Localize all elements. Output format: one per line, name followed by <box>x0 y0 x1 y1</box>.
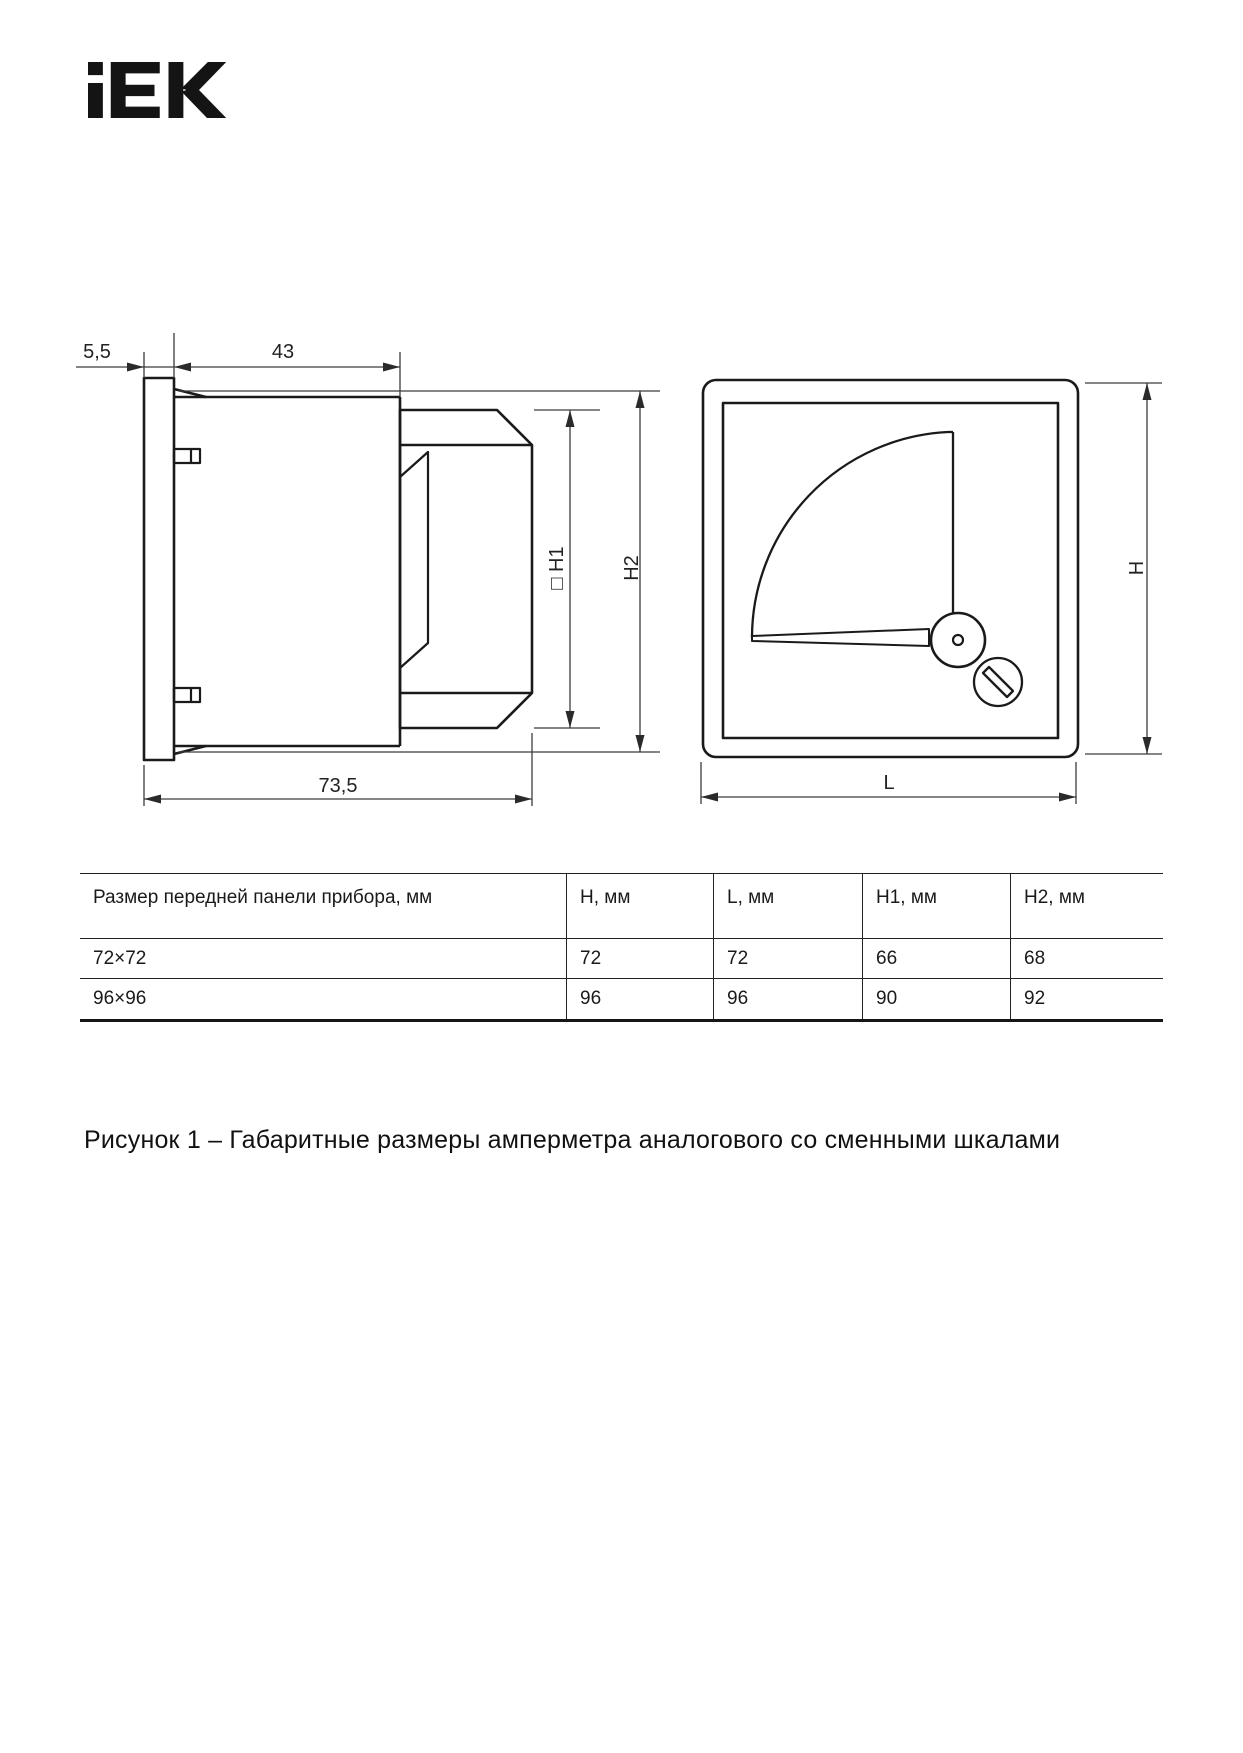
front-bezel <box>703 380 1078 757</box>
table-header-h: H, мм <box>566 874 713 939</box>
table-row-96-label: 96×96 <box>93 988 147 1009</box>
logo-k-lower-arm <box>182 87 227 119</box>
dim-label-height: H <box>1126 560 1148 576</box>
logo-k-upper-arm <box>182 62 227 94</box>
dimension-drawing <box>0 0 1243 870</box>
logo-k-stem <box>169 62 184 118</box>
logo-i-dot <box>88 62 103 75</box>
side-view-drawing <box>144 378 532 760</box>
table-header-panel-size: Размер передней панели прибора, мм <box>80 874 566 939</box>
logo-e-stem <box>111 62 126 118</box>
logo-i-bar <box>88 83 103 118</box>
zero-adjust-screw <box>974 658 1022 706</box>
scale-plate <box>752 432 953 638</box>
side-body <box>174 389 400 754</box>
logo-e-bottom <box>124 107 160 118</box>
side-rear-hump <box>400 452 428 668</box>
table-row-72-l: 72 <box>713 939 862 979</box>
table-row-96-l: 96 <box>713 979 862 1019</box>
table-row-72-label: 72×72 <box>80 939 566 979</box>
table-row-72-h: 72 <box>566 939 713 979</box>
front-view-drawing <box>703 380 1078 757</box>
front-dial-window <box>723 403 1058 738</box>
dimensions-table <box>80 873 1163 1022</box>
iek-logo <box>88 62 226 118</box>
table-header-h1: H1, мм <box>862 874 1010 939</box>
needle-pivot <box>931 613 985 667</box>
dim-label-flange-depth: 5,5 <box>83 341 111 363</box>
table-header-l: L, мм <box>713 874 862 939</box>
logo-e-mid <box>124 85 155 96</box>
table-row-96-h1: 90 <box>862 979 1010 1019</box>
side-flange <box>144 378 174 760</box>
dim-label-total-depth: 73,5 <box>318 775 358 797</box>
dim-label-body-depth: 43 <box>271 341 295 363</box>
table-row-96-h2: 92 <box>1010 979 1163 1019</box>
dim-label-width: L <box>883 772 895 794</box>
mounting-clip-top <box>174 449 200 463</box>
mounting-clip-bottom <box>174 688 200 702</box>
table-row-72-h2: 68 <box>1010 939 1163 979</box>
table-row-72-h1: 66 <box>862 939 1010 979</box>
logo-e-top <box>124 62 160 73</box>
dim-label-h1: □ H1 <box>546 546 568 590</box>
figure-caption: Рисунок 1 – Габаритные размеры амперметра аналогового со сменными шкалами <box>84 1126 1061 1154</box>
needle <box>752 629 929 646</box>
side-rear-block <box>400 410 532 728</box>
dim-label-h2: H2 <box>621 555 643 581</box>
table-header-h2: H2, мм <box>1010 874 1163 939</box>
table-row-96-h: 96 <box>566 979 713 1019</box>
